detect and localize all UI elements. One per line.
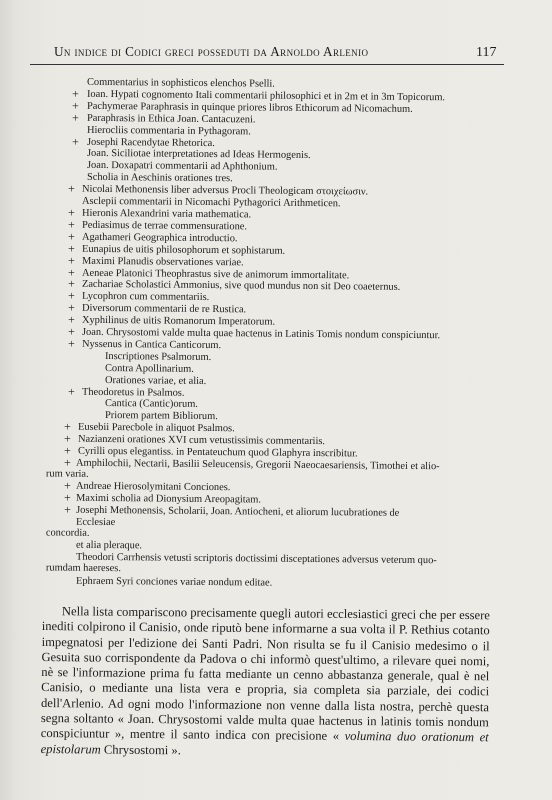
page-number: 117	[476, 45, 497, 60]
cross-mark: +	[71, 86, 79, 101]
list-item-text: Josephi Methonensis, Scholarii, Joan. Antiocheni, et aliorum lucubrationes de Ecclesiae	[75, 504, 400, 529]
cross-mark: +	[67, 229, 75, 244]
cross-mark: +	[63, 490, 71, 505]
codex-list	[0, 76, 552, 589]
list-item-continuation: rumdam haereses.	[45, 563, 122, 575]
header-rule	[30, 64, 504, 65]
cross-mark: +	[67, 300, 75, 315]
list-item-text: Pediasimus de terrae commensuratione.	[81, 219, 248, 233]
cross-mark: +	[67, 241, 75, 256]
list-item-text: Xyphilinus de uitis Romanorum Imperatorum.	[81, 314, 276, 328]
running-title: Un indice di Codici greci posseduti da Arnoldo Arlenio	[54, 44, 369, 59]
list-item-text: Theodoretus in Psalmos.	[81, 386, 185, 399]
list-item-text: Nyssenus in Cantica Canticorum.	[81, 338, 222, 352]
cross-mark: +	[63, 443, 71, 458]
cross-mark: +	[63, 455, 71, 470]
list-item-text: Orationes variae, et alia.	[104, 374, 207, 387]
list-item-text: Maximi scholia ad Dionysium Areopagitam.	[75, 492, 262, 506]
list-item-text: Pachymerae Paraphrasis in quinque priores libros Ethicorum ad Nicomachum.	[86, 100, 413, 115]
list-item-text: Ioan. Hypati cognomento Itali commentarii philosophici et in 2m et in 3m Topicorum.	[86, 88, 446, 104]
cross-mark: +	[63, 478, 71, 493]
cross-mark: +	[63, 431, 71, 446]
list-item-text: Theodori Carrhensis vetusti scriptoris doctissimi disceptationes adversus veterum quo-	[76, 551, 437, 567]
cross-mark: +	[67, 312, 75, 327]
list-item-text: Eunapius de uitis philosophorum et sophistarum.	[81, 243, 286, 257]
list-item-text: Andreae Hierosolymitani Conciones.	[75, 481, 231, 494]
cross-mark: +	[63, 419, 71, 434]
list-item-text: Inscriptiones Psalmorum.	[104, 350, 212, 363]
list-item-text: Cyrilli opus elegantiss. in Pentateuchum quod Glaphyra inscribitur.	[77, 445, 358, 460]
paragraph-text: Nella lista compariscono precisamente quegli autori ecclesiastici greci che per essere inediti colpirono il Canisio, onde riputò bene informarne a sua volta il P. Rethius cotanto impegnatosi per l'edizione dei Santi Padri. Non risulta se fu il Canisio medesimo o il Gesuita suo corrispondente da Padova o chi informò quest'ultimo, a rilevare quei nomi, nè se l'informazione prima fu fatta mediante un cenno abbastanza generale, qual è nel Canisio, o mediante una lista vera e propria, sia completa sia parziale, dei codici dell'Arlenio. Ad ogni modo l'informazione non venne dalla lista nostra, perchè questa segna soltanto « Joan. Chrysostomi valde multa quae hactenus in latinis tomis nondum conspiciuntur », mentre il santo indica con precisione «	[40, 604, 490, 744]
list-item-text: Zachariae Scholastici Ammonius, sive quod mundus non sit Deo coaeternus.	[81, 279, 401, 294]
paragraph-text-end: Chrysostomi ».	[103, 742, 181, 758]
cross-mark: +	[71, 134, 79, 149]
cross-mark: +	[67, 288, 75, 304]
list-item-text: Joan. Siciliotae interpretationes ad Ideas Hermogenis.	[86, 148, 311, 162]
cross-mark: +	[67, 324, 75, 339]
cross-mark: +	[67, 253, 75, 268]
list-item-text: Amphilochii, Nectarii, Basilii Seleucensis, Gregorii Naeocaesariensis, Timothei et alio-	[76, 457, 440, 473]
list-item-text: Nazianzeni orationes XVI cum vetustissimis commentariis.	[77, 433, 326, 448]
list-item-text: Agathameri Geographica introductio.	[81, 231, 238, 245]
list-item-text: Diversorum commentarii de re Rustica.	[81, 303, 247, 316]
list-item-text: Eusebii Parecbole in aliquot Psalmos.	[77, 422, 235, 435]
cross-mark: +	[71, 110, 79, 125]
cross-mark: +	[67, 217, 75, 232]
list-item-text: Joan. Chrysostomi valde multa quae hactenus in Latinis Tomis nondum conspiciuntur.	[81, 326, 441, 342]
cross-mark: +	[67, 336, 75, 351]
list-item-continuation: rum varia.	[45, 468, 89, 481]
list-item-text: Commentarius in sophisticos elenchos Pselli.	[86, 76, 275, 90]
paragraph-italic-quote: volumina duo orationum et epistolarum	[40, 729, 489, 757]
list-item-text: Scholia in Aeschinis orationes tres.	[86, 172, 233, 185]
list-item-text: Lycophron cum commentariis.	[81, 291, 210, 304]
cross-mark: +	[71, 98, 79, 113]
list-item	[0, 504, 440, 543]
list-item-text: Cantica (Cantic)orum.	[104, 398, 198, 411]
list-item-text: Contra Apollinarium.	[104, 362, 194, 375]
cross-mark: +	[64, 502, 71, 517]
list-item-text: Nicolai Methonensis liber adversus Procli Theologicam στοιχείωσιν.	[81, 183, 369, 198]
list-item-text: Paraphrasis in Ethica Joan. Cantacuzeni.	[86, 112, 256, 126]
cross-mark: +	[67, 181, 75, 196]
list-item-text: Priorem partem Bibliorum.	[104, 410, 218, 423]
list-item-text: Asclepii commentarii in Nicomachi Pythagorici Arithmeticen.	[81, 195, 341, 210]
cross-mark: +	[67, 205, 75, 220]
running-header	[54, 44, 498, 60]
list-item-continuation: concordia.	[45, 527, 90, 540]
cross-mark: +	[67, 277, 75, 292]
list-item-text: Ephraem Syri conciones variae nondum editae.	[75, 575, 273, 589]
list-item-text: Josephi Racendytae Rhetorica.	[86, 136, 215, 149]
body-paragraph	[41, 604, 490, 761]
list-item-text: Aeneae Platonici Theophrastus sive de animorum immortalitate.	[81, 267, 350, 281]
list-item-text: Maximi Planudis observationes variae.	[81, 255, 244, 268]
cross-mark: +	[67, 384, 75, 399]
list-item-text: Hierocliis commentaria in Pythagoram.	[86, 124, 251, 138]
list-item-text: Joan. Doxapatri commentarii ad Aphthonium.	[86, 160, 278, 174]
list-item-text: Hieronis Alexandrini varia mathematica.	[81, 207, 252, 221]
cross-mark: +	[67, 265, 75, 280]
list-item-text: et alia pleraque.	[75, 540, 143, 552]
